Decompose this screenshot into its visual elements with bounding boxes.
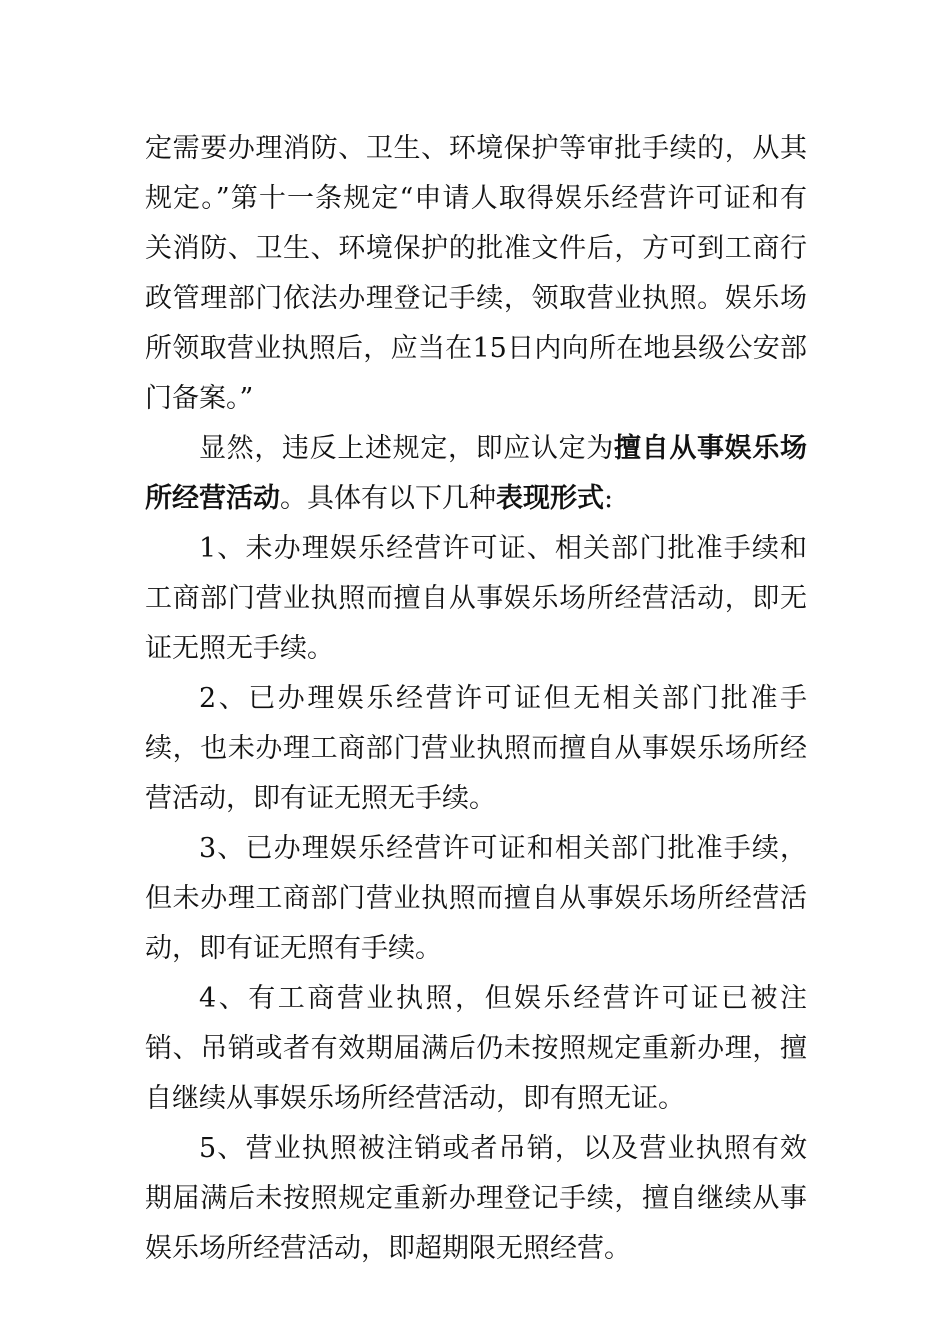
list-item-4: 4、有工商营业执照，但娱乐经营许可证已被注销、吊销或者有效期届满后仍未按照规定重新办理，擅自继续从事娱乐场所经营活动，即有照无证。 — [145, 983, 807, 1114]
definition-text-c: 。具体有以下几种 — [280, 483, 496, 514]
paragraph-definition — [145, 424, 807, 524]
definition-bold-forms: 表现形式 — [496, 483, 604, 514]
document-body — [145, 124, 807, 1274]
paragraph-continuation: 定需要办理消防、卫生、环境保护等审批手续的，从其规定。”第十一条规定“申请人取得娱乐经营许可证和有关消防、卫生、环境保护的批准文件后，方可到工商行政管理部门依法办理登记手续，领取营业执照。娱乐场所领取营业执照后，应当在15日内向所在地县级公安部门备案。” — [145, 133, 807, 414]
list-item-5: 5、营业执照被注销或者吊销，以及营业执照有效期届满后未按照规定重新办理登记手续，擅自继续从事娱乐场所经营活动，即超期限无照经营。 — [145, 1133, 807, 1264]
list-item-2: 2、已办理娱乐经营许可证但无相关部门批准手续，也未办理工商部门营业执照而擅自从事娱乐场所经营活动，即有证无照无手续。 — [145, 683, 807, 814]
definition-text-a: 显然，违反上述规定，即应认定为 — [199, 433, 614, 464]
list-item-3: 3、已办理娱乐经营许可证和相关部门批准手续，但未办理工商部门营业执照而擅自从事娱乐场所经营活动，即有证无照有手续。 — [145, 833, 807, 964]
definition-colon: : — [604, 483, 614, 514]
definition-bold-term: 擅自从事娱乐场所经营活动 — [145, 433, 807, 514]
list-item-1: 1、未办理娱乐经营许可证、相关部门批准手续和工商部门营业执照而擅自从事娱乐场所经营活动，即无证无照无手续。 — [145, 533, 807, 664]
